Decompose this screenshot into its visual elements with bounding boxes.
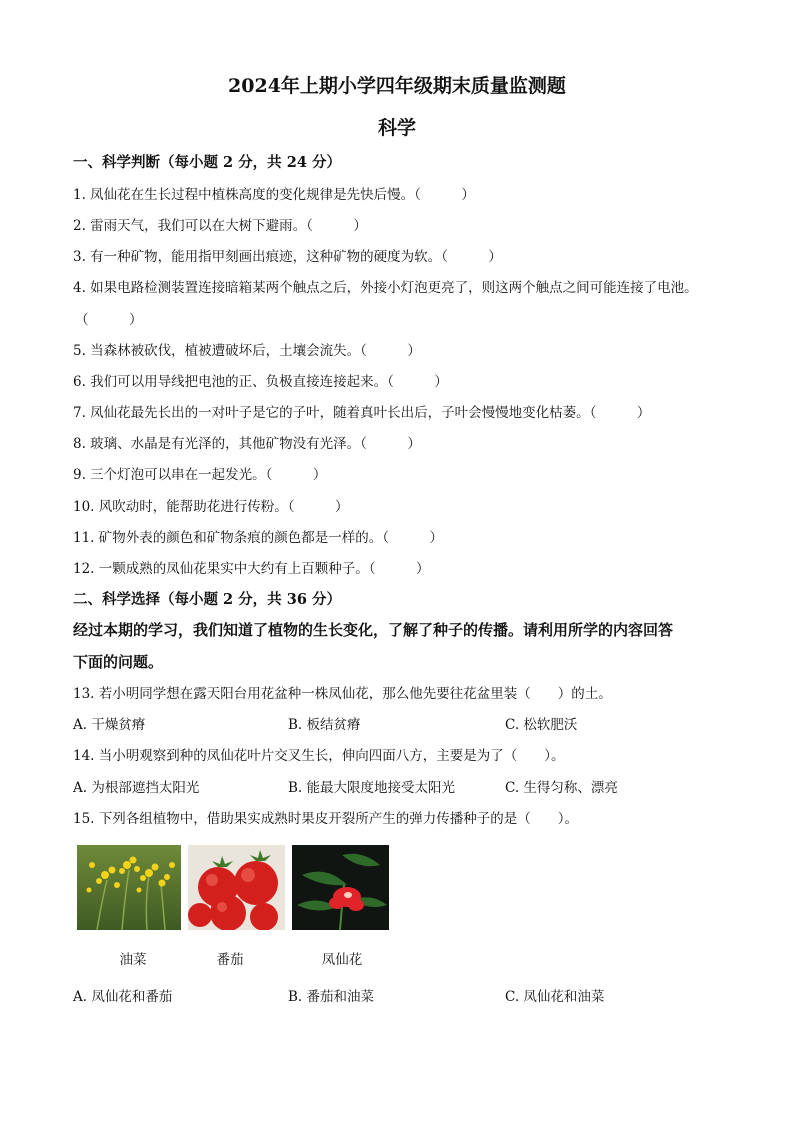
question-4-blank: （ ） <box>75 312 143 328</box>
q13-option-c: C. 松软肥沃 <box>505 717 578 733</box>
question-7: 7. 凤仙花最先长出的一对叶子是它的子叶，随着真叶长出后，子叶会慢慢地变化枯萎。（ ） <box>73 405 651 421</box>
q15-option-a: A. 凤仙花和番茄 <box>73 989 173 1005</box>
caption-rapeseed: 油菜 <box>119 952 147 968</box>
question-1: 1. 凤仙花在生长过程中植株高度的变化规律是先快后慢。（ ） <box>73 187 475 203</box>
question-10: 10. 风吹动时，能帮助花进行传粉。（ ） <box>73 499 349 515</box>
question-11: 11. 矿物外表的颜色和矿物条痕的颜色都是一样的。（ ） <box>73 530 444 546</box>
caption-impatiens: 凤仙花 <box>321 952 363 968</box>
question-12: 12. 一颗成熟的凤仙花果实中大约有上百颗种子。（ ） <box>73 561 430 577</box>
q13-option-a: A. 干燥贫瘠 <box>73 717 146 733</box>
subject-title: 科学 <box>377 117 416 139</box>
q14-option-a: A. 为根部遮挡太阳光 <box>73 780 200 796</box>
question-8: 8. 玻璃、水晶是有光泽的，其他矿物没有光泽。（ ） <box>73 436 421 452</box>
q14-option-c: C. 生得匀称、漂亮 <box>505 780 618 796</box>
q13-option-b: B. 板结贫瘠 <box>288 717 361 733</box>
question-3: 3. 有一种矿物，能用指甲刻画出痕迹，这种矿物的硬度为软。（ ） <box>73 249 502 265</box>
question-2: 2. 雷雨天气，我们可以在大树下避雨。（ ） <box>73 218 367 234</box>
section2-intro-line2: 下面的问题。 <box>73 653 164 671</box>
question-15: 15. 下列各组植物中，借助果实成熟时果皮开裂所产生的弹力传播种子的是（ ）。 <box>73 811 579 827</box>
question-5: 5. 当森林被砍伐，植被遭破坏后，土壤会流失。（ ） <box>73 343 421 359</box>
section2-heading: 二、科学选择（每小题 2 分，共 36 分） <box>73 591 341 608</box>
q14-option-b: B. 能最大限度地接受太阳光 <box>288 780 456 796</box>
question-4: 4. 如果电路检测装置连接暗箱某两个触点之后，外接小灯泡更亮了，则这两个触点之间可能连接了电池。 <box>73 280 698 296</box>
section1-heading: 一、科学判断（每小题 2 分，共 24 分） <box>73 154 341 171</box>
question-6: 6. 我们可以用导线把电池的正、负极直接连接起来。（ ） <box>73 374 448 390</box>
question-13: 13. 若小明同学想在露天阳台用花盆种一株凤仙花，那么他先要往花盆里装（ ）的土。 <box>73 686 612 702</box>
q15-option-c: C. 凤仙花和油菜 <box>505 989 605 1005</box>
caption-tomato: 番茄 <box>216 952 244 968</box>
rapeseed-image <box>77 845 181 930</box>
page-title: 2024年上期小学四年级期末质量监测题 <box>228 75 566 97</box>
tomato-image <box>188 845 285 930</box>
question-14: 14. 当小明观察到种的凤仙花叶片交叉生长，伸向四面八方，主要是为了（ ）。 <box>73 748 565 764</box>
question-9: 9. 三个灯泡可以串在一起发光。（ ） <box>73 467 327 483</box>
section2-intro-line1: 经过本期的学习，我们知道了植物的生长变化，了解了种子的传播。请利用所学的内容回答 <box>73 621 674 639</box>
q15-option-b: B. 番茄和油菜 <box>288 989 375 1005</box>
impatiens-image <box>292 845 389 930</box>
